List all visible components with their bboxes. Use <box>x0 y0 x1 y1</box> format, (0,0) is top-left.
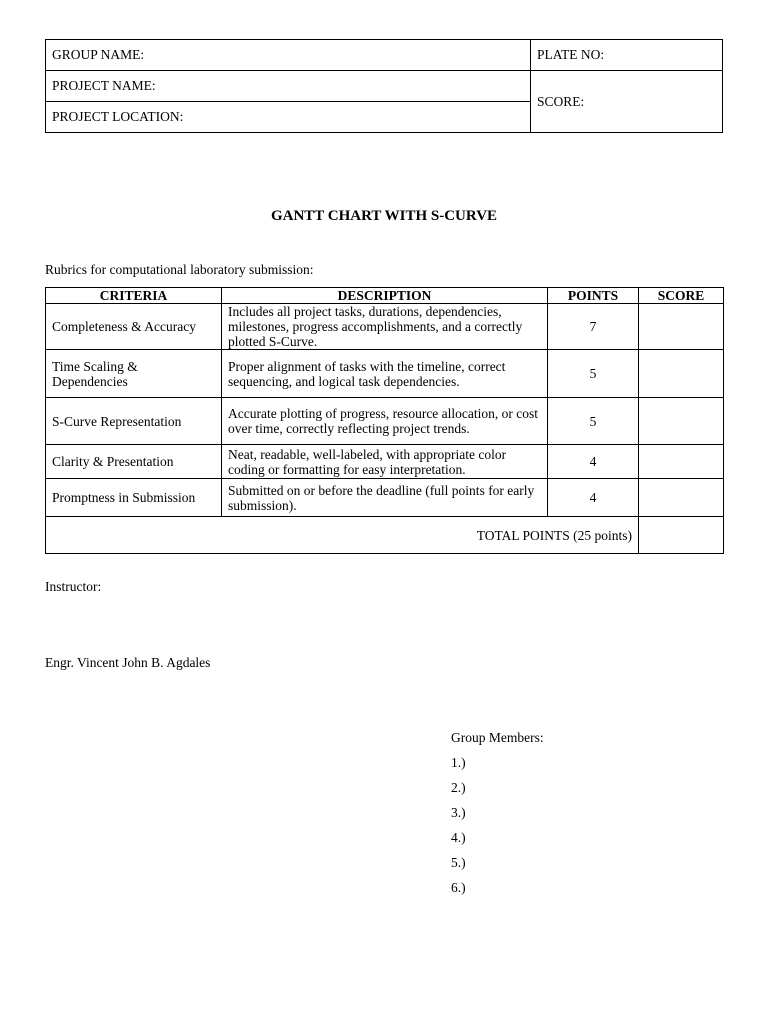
score-entry-cell <box>639 304 724 350</box>
description-cell: Proper alignment of tasks with the timeline, correct sequencing, and logical task dependencies. <box>222 350 548 398</box>
criteria-cell: Time Scaling & Dependencies <box>46 350 222 398</box>
score-entry-cell <box>639 350 724 398</box>
header-info-table <box>45 39 723 133</box>
rubric-table <box>45 287 724 554</box>
list-item: 1.) <box>451 755 466 770</box>
column-header-points: POINTS <box>548 288 639 304</box>
column-header-criteria: CRITERIA <box>46 288 222 304</box>
criteria-cell: S-Curve Representation <box>46 398 222 445</box>
column-header-description: DESCRIPTION <box>222 288 548 304</box>
table-row <box>46 304 724 350</box>
score-entry-cell <box>639 479 724 517</box>
list-item: 2.) <box>451 780 466 795</box>
score-entry-cell <box>639 398 724 445</box>
project-name-cell: PROJECT NAME: <box>46 71 531 102</box>
criteria-cell: Clarity & Presentation <box>46 445 222 479</box>
list-item: 5.) <box>451 855 466 870</box>
points-cell: 5 <box>548 398 639 445</box>
table-row <box>46 350 724 398</box>
list-item: 4.) <box>451 830 466 845</box>
total-score-cell <box>639 517 724 554</box>
group-members-list <box>451 755 466 905</box>
plate-no-cell: PLATE NO: <box>531 40 723 71</box>
group-members-label: Group Members: <box>451 730 544 745</box>
table-row <box>46 445 724 479</box>
criteria-cell: Promptness in Submission <box>46 479 222 517</box>
description-cell: Accurate plotting of progress, resource allocation, or cost over time, correctly reflecting project trends. <box>222 398 548 445</box>
score-entry-cell <box>639 445 724 479</box>
score-cell: SCORE: <box>531 71 723 133</box>
column-header-score: SCORE <box>639 288 724 304</box>
points-cell: 7 <box>548 304 639 350</box>
table-row <box>46 479 724 517</box>
list-item: 6.) <box>451 880 466 895</box>
description-cell: Submitted on or before the deadline (full points for early submission). <box>222 479 548 517</box>
table-row <box>46 398 724 445</box>
document-title: GANTT CHART WITH S-CURVE <box>270 208 498 224</box>
points-cell: 4 <box>548 479 639 517</box>
rubric-intro: Rubrics for computational laboratory submission: <box>45 262 314 277</box>
group-name-cell: GROUP NAME: <box>46 40 531 71</box>
instructor-label: Instructor: <box>45 579 102 594</box>
total-points-label: TOTAL POINTS (25 points) <box>46 517 639 554</box>
list-item: 3.) <box>451 805 466 820</box>
total-row <box>46 517 724 554</box>
instructor-name: Engr. Vincent John B. Agdales <box>45 655 211 670</box>
criteria-cell: Completeness & Accuracy <box>46 304 222 350</box>
points-cell: 5 <box>548 350 639 398</box>
project-location-cell: PROJECT LOCATION: <box>46 102 531 133</box>
description-cell: Includes all project tasks, durations, dependencies, milestones, progress accomplishments, and a correctly plotted S-Curve. <box>222 304 548 350</box>
description-cell: Neat, readable, well-labeled, with appropriate color coding or formatting for easy interpretation. <box>222 445 548 479</box>
points-cell: 4 <box>548 445 639 479</box>
